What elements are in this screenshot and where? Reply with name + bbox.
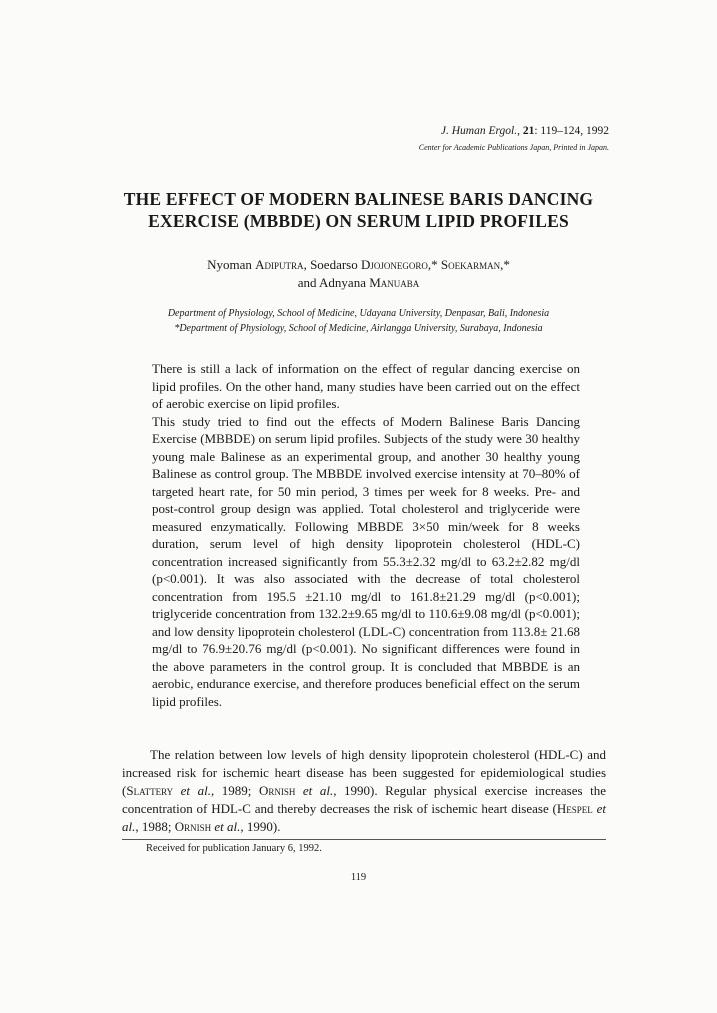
abstract-paragraph-1: There is still a lack of information on the effect of regular dancing exercise on lipid profiles. On the other hand, many studies have been carried out on the effect of aerobic exercise on lipid profiles.	[152, 361, 580, 411]
body-text-run: , 1989;	[210, 783, 259, 798]
author-conjunction: and	[297, 275, 320, 290]
body-text	[122, 746, 606, 836]
affiliation-1: Department of Physiology, School of Medicine, Udayana University, Denpasar, Bali, Indonesia	[167, 308, 550, 319]
title-line-2: EXERCISE (MBBDE) ON SERUM LIPID PROFILES	[148, 211, 569, 231]
body-text-run: , 1990). Regular physical exercise increases the concentration of HDL-C and thereby decreases the risk of ischemic heart disease (	[122, 783, 606, 816]
author-mark: ,*	[427, 257, 441, 272]
title-line-1: THE EFFECT OF MODERN BALINESE BARIS DANCING	[123, 189, 594, 209]
author-surname: Adiputra	[255, 257, 304, 272]
citation-etal: et al.	[180, 783, 211, 798]
author-surname: Soekarman	[440, 257, 501, 272]
affiliations	[100, 306, 617, 336]
citation-author: Slattery	[126, 783, 174, 798]
paper-title	[100, 188, 617, 232]
author-first-name: Soedarso	[310, 257, 361, 272]
footnote-divider	[122, 839, 606, 840]
citation-etal: et al.	[214, 819, 241, 834]
publisher-line: Center for Academic Publications Japan, Printed in Japan.	[418, 143, 609, 152]
journal-name: J. Human Ergol.	[440, 125, 518, 137]
journal-volume: 21	[522, 125, 535, 137]
abstract-paragraph-2: This study tried to find out the effects of Modern Balinese Baris Dancing Exercise (MBBDE) on serum lipid profiles. Subjects of the study were 30 healthy young male Balinese as an experimental group, and another 30 healthy young Balinese as control group. The MBBDE involved exercise intensity at 70–80% of targeted heart rate, for 50 min period, 3 times per week for 8 weeks. Pre- and post-control group design was applied. Total cholesterol and triglyceride were measured enzymatically. Following MBBDE 3×50 min/week for 8 weeks duration, serum level of high density lipoprotein cholesterol (HDL-C) concentration increased significantly from 55.3±2.32 mg/dl to 63.2±2.82 mg/dl (p<0.001). It was also associated with the decrease of total cholesterol concentration from 195.5 ±21.10 mg/dl to 161.8±21.29 mg/dl (p<0.001); triglyceride concentration from 132.2±9.65 mg/dl to 110.6±9.08 mg/dl (p<0.001); and low density lipoprotein cholesterol (LDL-C) concentration from 113.8± 21.68 mg/dl to 76.9±20.76 mg/dl (p<0.001). No significant differences were found in the above parameters in the control group. It is concluded that MBBDE is an aerobic, endurance exercise, and therefore produces beneficial effect on the serum lipid profiles.	[152, 413, 580, 709]
journal-citation: J. Human Ergol., 21: 119–124, 1992	[440, 125, 609, 137]
page-number: 119	[350, 872, 367, 883]
body-text-run: , 1990).	[240, 819, 281, 834]
author-separator: ,	[303, 257, 311, 272]
citation-author: Ornish	[174, 819, 212, 834]
abstract	[152, 360, 580, 710]
body-text-run: , 1988;	[135, 819, 175, 834]
journal-pages: : 119–124, 1992	[534, 125, 609, 137]
citation-author: Ornish	[258, 783, 296, 798]
author-surname: Manuaba	[369, 275, 420, 290]
citation-etal: et al.	[302, 783, 334, 798]
author-list	[100, 256, 617, 292]
body-paragraph	[122, 746, 606, 836]
author-line-1	[100, 256, 617, 274]
received-footnote: Received for publication January 6, 1992.	[146, 843, 322, 854]
author-line-2	[100, 274, 617, 292]
body-text-run: The relation between low levels of high density lipoprotein cholesterol (HDL-C) and increased risk for ischemic heart disease has been suggested for epidemiological studies (	[122, 747, 606, 798]
author-first-name: Nyoman	[207, 257, 256, 272]
author-surname: Djojonegoro	[360, 257, 428, 272]
author-first-name: Adnyana	[319, 275, 370, 290]
author-mark: ,*	[500, 257, 510, 272]
citation-etal: et al.	[122, 801, 607, 834]
affiliation-2: *Department of Physiology, School of Medicine, Airlangga University, Surabaya, Indonesia	[174, 323, 543, 334]
citation-author: Hespel	[556, 801, 593, 816]
